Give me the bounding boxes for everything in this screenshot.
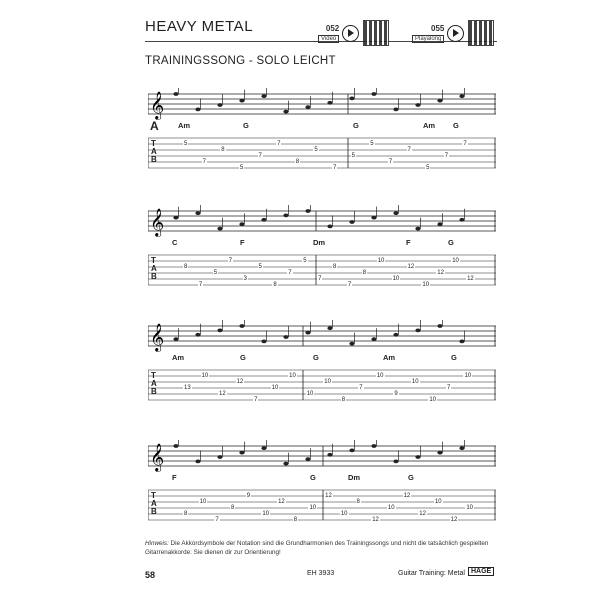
tab-fret-number: 12 [403, 493, 411, 499]
tab-fret-number: 5 [351, 153, 355, 159]
notehead [217, 103, 222, 107]
tab-fret-number: 12 [219, 391, 226, 397]
chord-symbol: F [240, 238, 245, 247]
notehead [195, 108, 200, 112]
notehead [195, 460, 200, 464]
tab-fret-number: 10 [377, 258, 385, 264]
tab-fret-number: 10 [201, 373, 209, 379]
video-label: Video [318, 35, 339, 43]
tab-fret-number: 10 [422, 282, 430, 288]
tab-fret-number: 7 [288, 270, 292, 276]
playalong-label: Playalong [412, 35, 444, 43]
tab-fret-number: 10 [309, 505, 317, 511]
notehead [459, 94, 464, 98]
tab-fret-number: 7 [254, 397, 258, 403]
notehead [261, 446, 266, 450]
tab-fret-number: 7 [215, 517, 219, 523]
notehead [239, 324, 244, 328]
notehead [283, 462, 288, 466]
notehead [305, 331, 310, 335]
chord-symbol: Am [178, 121, 191, 130]
notehead [173, 92, 178, 96]
music-system-4 [148, 440, 496, 535]
chord-symbol: Dm [313, 238, 326, 247]
notehead [415, 227, 420, 231]
notehead [261, 340, 266, 344]
tab-fret-number: 5 [184, 141, 188, 147]
tab-fret-number: 5 [370, 141, 374, 147]
video-link[interactable] [318, 20, 389, 46]
song-subtitle: TRAININGSSONG - SOLO LEICHT [145, 55, 336, 67]
tab-fret-number: 7 [446, 385, 451, 391]
tab-fret-number: 7 [198, 282, 203, 288]
notehead [437, 451, 442, 455]
hint-text [145, 540, 497, 557]
tab-fret-number: 10 [289, 373, 296, 379]
notehead [283, 214, 288, 218]
tab-fret-number: 10 [411, 379, 419, 385]
chord-symbol: G [408, 473, 414, 482]
notehead [393, 460, 398, 464]
tab-fret-number: 12 [278, 499, 285, 505]
treble-clef-icon: 𝄞 [150, 443, 165, 471]
tab-fret-number: 10 [324, 379, 331, 385]
tab-fret-number: 10 [271, 385, 279, 391]
music-system-1 [148, 88, 496, 183]
tab-fret-number: 13 [184, 385, 191, 391]
tab-letter: T [151, 139, 156, 148]
notehead [393, 333, 398, 337]
notehead [349, 97, 354, 101]
tab-fret-number: 8 [231, 505, 235, 511]
tab-fret-number: 7 [407, 147, 411, 153]
notehead [437, 222, 442, 226]
notehead [327, 453, 332, 457]
chord-symbol: G [451, 353, 457, 362]
tab-fret-number: 8 [362, 270, 367, 276]
notehead [349, 220, 354, 224]
notehead [393, 108, 398, 112]
page-number: 58 [145, 570, 156, 580]
notehead [437, 324, 442, 328]
tab-fret-number: 10 [464, 373, 472, 379]
notehead [239, 451, 244, 455]
publisher-logo: HAGE [468, 567, 494, 576]
music-system-3 [148, 320, 496, 415]
tab-letter: A [151, 147, 157, 156]
tab-fret-number: 12 [407, 264, 415, 270]
playalong-number: 055 [431, 23, 445, 33]
notehead [415, 329, 420, 333]
tab-fret-number: 5 [213, 270, 218, 276]
tab-fret-number: 10 [340, 511, 348, 517]
tab-letter: A [151, 379, 157, 388]
chord-symbol: C [172, 238, 178, 247]
tab-fret-number: 8 [184, 511, 188, 517]
tab-fret-number: 5 [239, 165, 244, 171]
notehead [217, 227, 222, 231]
tab-fret-number: 9 [394, 391, 398, 397]
tab-fret-number: 12 [450, 517, 458, 523]
tab-letter: T [151, 491, 156, 500]
page-title: HEAVY METAL [145, 18, 254, 35]
notehead [173, 337, 178, 341]
tab-letter: A [151, 499, 157, 508]
tab-fret-number: 8 [293, 517, 298, 523]
chord-symbol: G [243, 121, 249, 130]
tab-letter: T [151, 256, 156, 265]
chord-symbol: G [313, 353, 319, 362]
tab-fret-number: 7 [202, 159, 206, 165]
tab-fret-number: 7 [228, 258, 233, 264]
notehead [305, 457, 310, 461]
chord-symbol: F [172, 473, 177, 482]
notehead [173, 216, 178, 220]
tab-fret-number: 10 [434, 499, 442, 505]
notehead [327, 326, 332, 330]
tab-fret-number: 8 [356, 499, 360, 505]
rehearsal-mark: A [150, 119, 159, 133]
edition-number: EH 3933 [307, 570, 335, 577]
notehead [349, 449, 354, 453]
tab-fret-number: 8 [341, 397, 346, 403]
tab-fret-number: 10 [466, 505, 473, 511]
notehead [239, 99, 244, 103]
tab-fret-number: 12 [419, 511, 426, 517]
chord-symbol: G [353, 121, 359, 130]
notehead [459, 340, 464, 344]
tab-fret-number: 10 [306, 391, 314, 397]
tab-fret-number: 7 [444, 153, 449, 159]
notehead [459, 446, 464, 450]
tab-fret-number: 7 [277, 141, 281, 147]
video-number: 052 [325, 23, 340, 33]
treble-clef-icon: 𝄞 [150, 91, 165, 119]
tab-letter: T [151, 371, 156, 380]
tab-fret-number: 12 [437, 270, 444, 276]
tab-fret-number: 10 [452, 258, 459, 264]
notehead [415, 103, 420, 107]
chord-symbol: G [240, 353, 246, 362]
tab-fret-number: 8 [333, 264, 337, 270]
notehead [305, 209, 310, 213]
notehead [393, 211, 398, 215]
tab-fret-number: 7 [347, 282, 352, 288]
notehead [437, 99, 442, 103]
tab-fret-number: 8 [184, 264, 188, 270]
tab-fret-number: 7 [359, 385, 363, 391]
tab-fret-number: 12 [467, 276, 474, 282]
chord-symbol: Dm [348, 473, 361, 482]
tab-fret-number: 8 [273, 282, 277, 288]
tab-fret-number: 10 [429, 397, 437, 403]
tab-fret-number: 7 [463, 141, 467, 147]
tab-fret-number: 12 [372, 517, 379, 523]
notehead [283, 110, 288, 114]
play-icon[interactable] [447, 25, 464, 42]
tab-fret-number: 9 [246, 493, 251, 499]
tab-fret-number: 10 [392, 276, 400, 282]
tab-fret-number: 5 [258, 264, 262, 270]
treble-clef-icon: 𝄞 [150, 208, 165, 236]
tab-fret-number: 7 [333, 165, 337, 171]
notehead [371, 337, 376, 341]
tab-letter: B [151, 507, 157, 516]
notehead [371, 92, 376, 96]
notehead [195, 333, 200, 337]
notehead [283, 335, 288, 339]
qr-code-icon [363, 20, 389, 46]
tab-fret-number: 8 [295, 159, 300, 165]
notehead [261, 218, 266, 222]
chord-symbol: G [310, 473, 316, 482]
notehead [327, 101, 332, 105]
tab-fret-number: 7 [258, 153, 262, 159]
notehead [327, 225, 332, 229]
book-title: Guitar Training: Metal [398, 570, 465, 577]
tab-fret-number: 10 [262, 511, 270, 517]
notehead [217, 329, 222, 333]
chord-symbol: G [453, 121, 459, 130]
hint-body: Die Akkordsymbole der Notation sind die Grundharmonien des Trainingssongs und nicht die tatsächlich gespielten Gitarrenakkorde: Sie dienen dir zur Orientierung! [145, 540, 489, 556]
tab-fret-number: 10 [199, 499, 207, 505]
notehead [239, 222, 244, 226]
chord-symbol: G [448, 238, 454, 247]
tab-letter: A [151, 264, 157, 273]
notehead [195, 211, 200, 215]
notehead [173, 444, 178, 448]
tab-fret-number: 5 [426, 165, 430, 171]
chord-symbol: F [406, 238, 411, 247]
notehead [415, 455, 420, 459]
tab-letter: B [151, 155, 157, 164]
tab-fret-number: 10 [387, 505, 395, 511]
notehead [459, 218, 464, 222]
tab-fret-number: 10 [376, 373, 384, 379]
tab-letter: B [151, 387, 157, 396]
notehead [217, 455, 222, 459]
notehead [261, 94, 266, 98]
tab-fret-number: 3 [243, 276, 247, 282]
treble-clef-icon: 𝄞 [150, 323, 165, 351]
tab-fret-number: 5 [303, 258, 307, 264]
chord-symbol: Am [172, 353, 185, 362]
tab-fret-number: 12 [236, 379, 244, 385]
tab-fret-number: 12 [325, 493, 332, 499]
qr-code-icon [468, 20, 494, 46]
notehead [349, 342, 354, 346]
notehead [305, 105, 310, 109]
notehead [371, 444, 376, 448]
tab-fret-number: 7 [388, 159, 393, 165]
playalong-link[interactable] [412, 20, 494, 46]
chord-symbol: Am [423, 121, 436, 130]
chord-symbol: Am [383, 353, 396, 362]
tab-fret-number: 7 [318, 276, 322, 282]
tab-fret-number: 5 [314, 147, 318, 153]
tab-letter: B [151, 272, 157, 281]
play-icon[interactable] [342, 25, 359, 42]
tab-fret-number: 8 [221, 147, 225, 153]
hint-lead: Hinweis: [145, 540, 169, 547]
notehead [371, 216, 376, 220]
